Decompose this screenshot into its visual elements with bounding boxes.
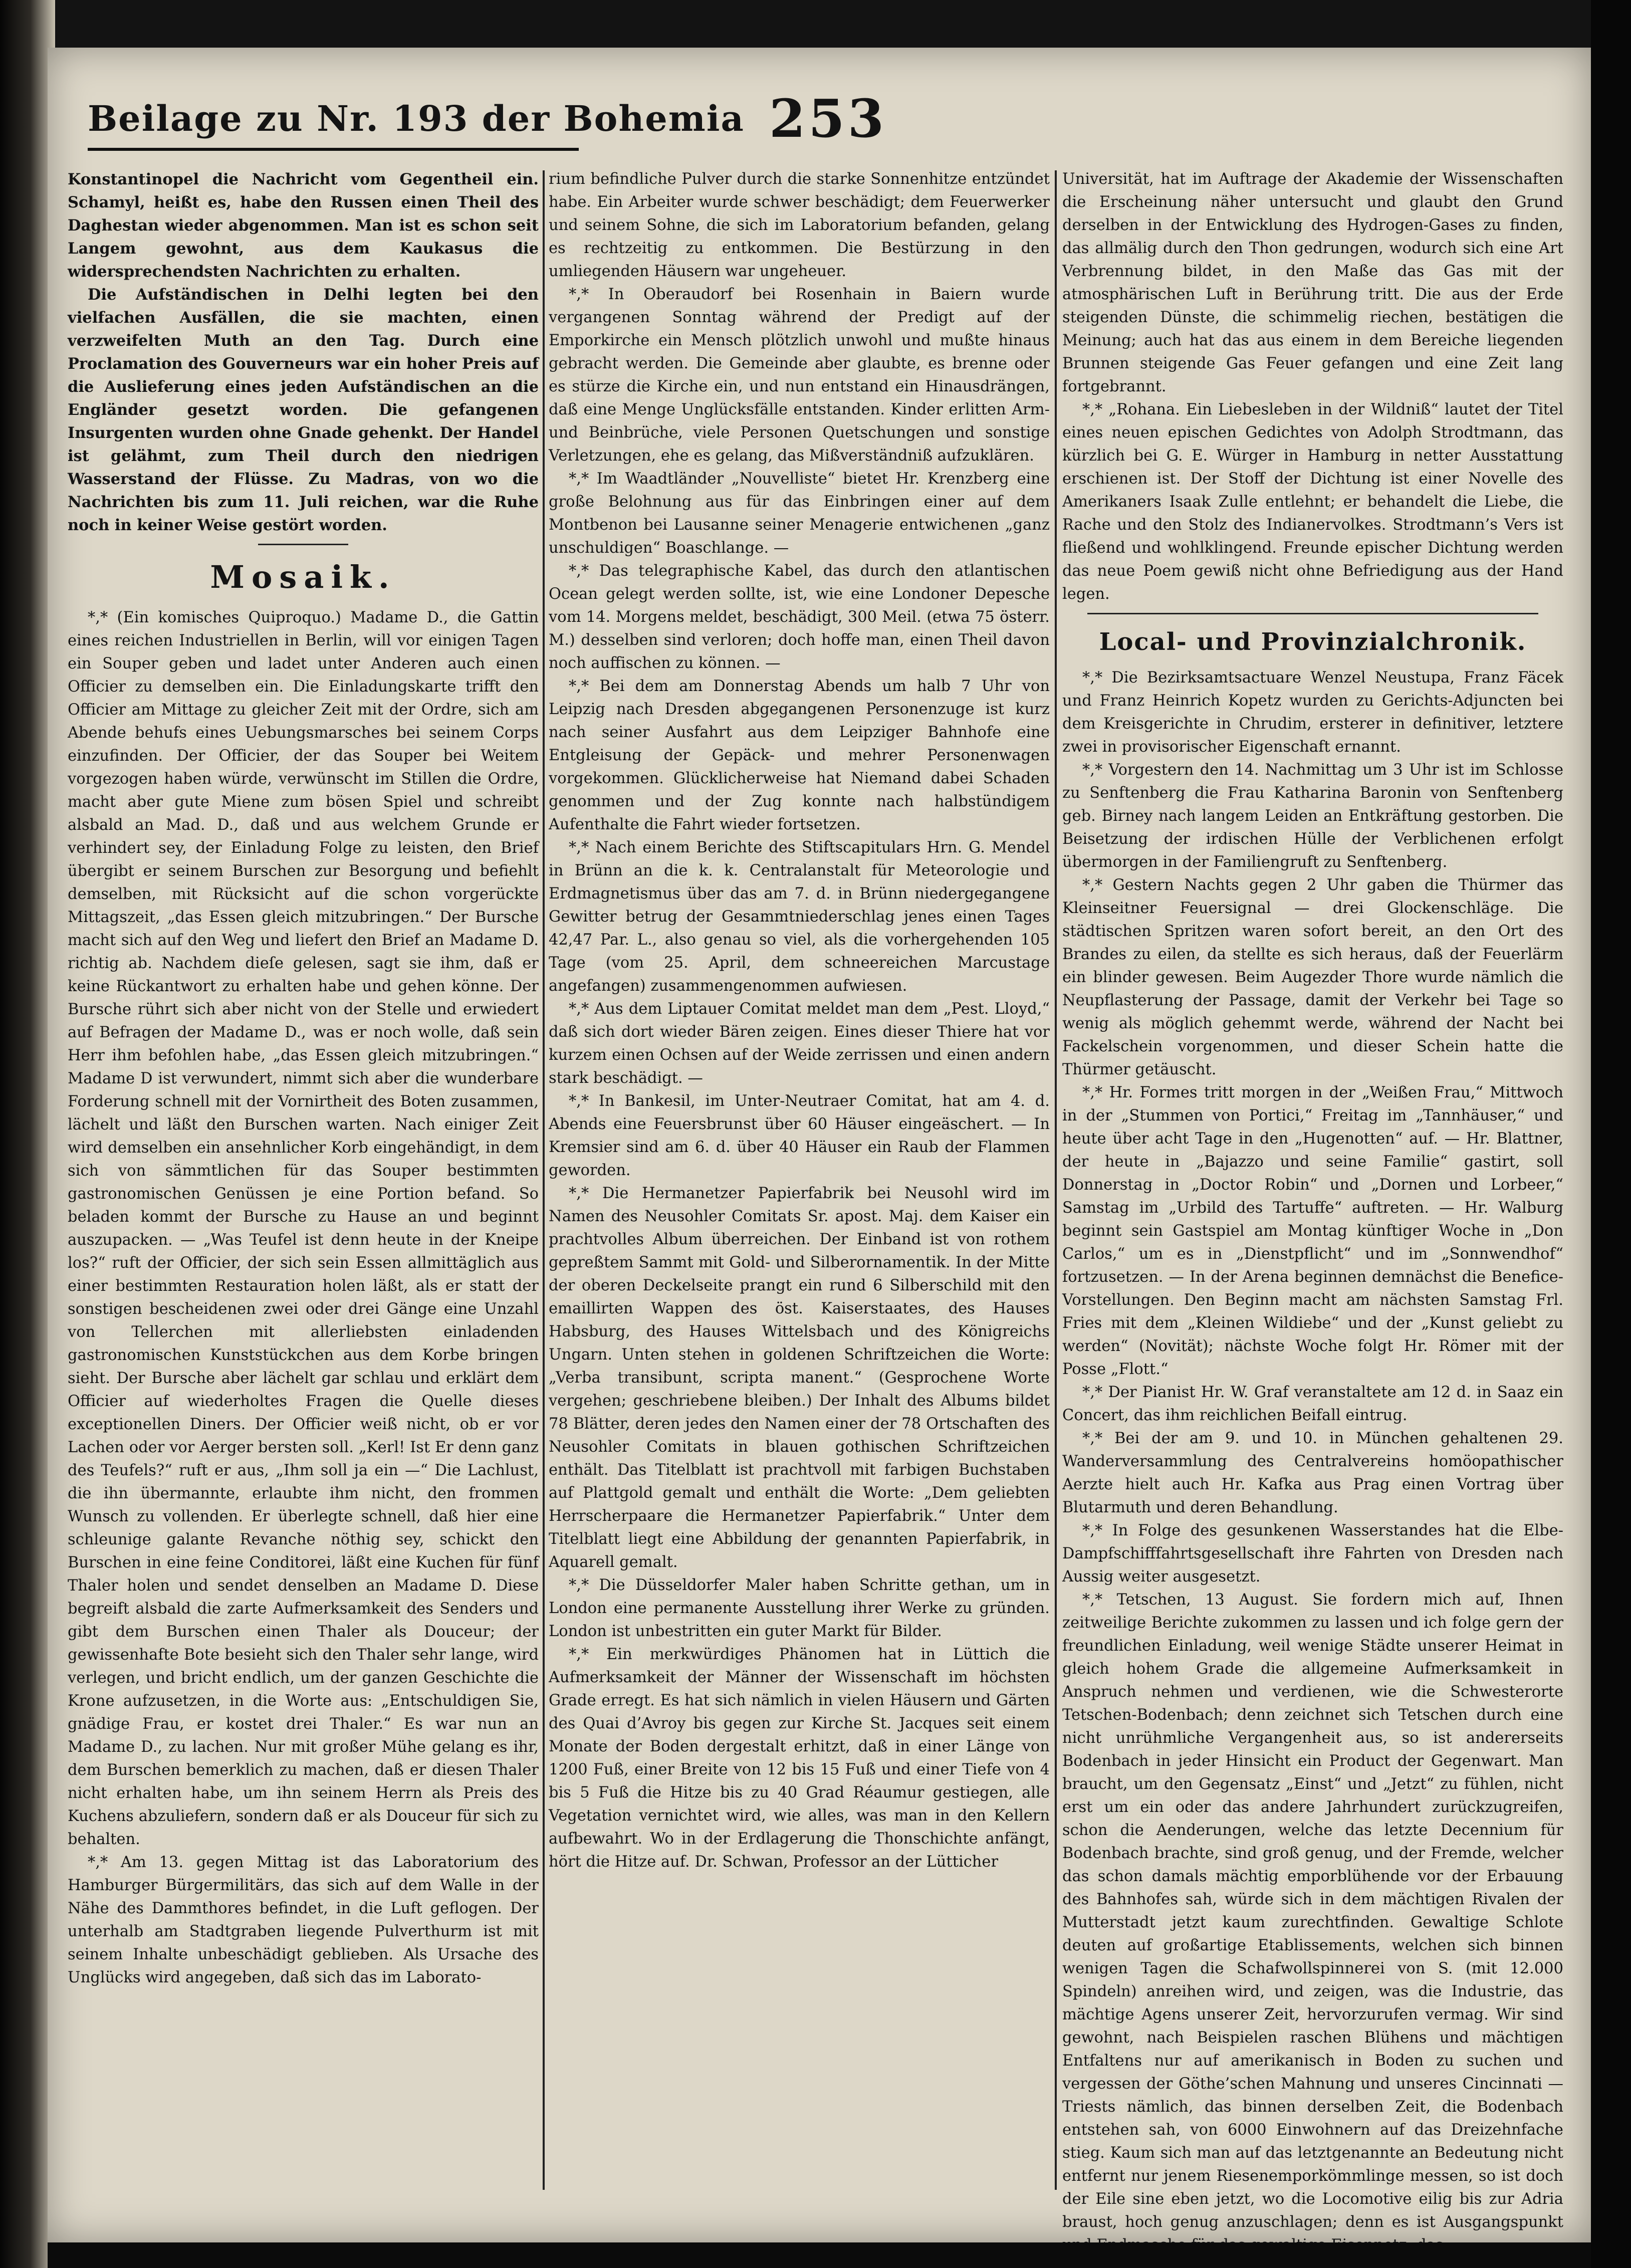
article-paragraph: *,* Vorgestern den 14. Nachmittag um 3 Uhr ist im Schlosse zu Senftenberg die Frau Katharina Baronin von Senftenberg geb. Birney nach langem Leiden an Entkräftung gestorben. Die Beisetzung der irdischen Hülle der Verblichenen erfolgt übermorgen in der Familiengruft zu Senftenberg. <box>1062 761 1563 871</box>
article-paragraph: *,* Tetschen, 13 August. Sie fordern mich auf, Ihnen zeitweilige Berichte zukommen zu lassen und ich folge gern der freundlichen Einladung, weil wenige Städte unserer Heimat in gleich hohem Grade die allgemeine Aufmerksamkeit in Anspruch nehmen und verdienen, wie die Schwesterorte Tetschen-Bodenbach; denn zeichnet sich Tetschen durch eine nicht unrühmliche Vergangenheit aus, so ist andererseits Bodenbach in jeder Hinsicht ein Product der Gegenwart. Man braucht, um den Gegensatz „Einst“ und „Jetzt“ zu fühlen, nicht erst um ein oder das andere Jahrhundert zurückzugreifen, schon die Aenderungen, welche das letzte Decennium für Bodenbach brachte, sind groß genug, und der Fremde, welcher das schon damals mächtig emporblühende vor der Erbauung des Bahnhofes sah, würde sich in dem mächtigen Rivalen der Mutterstadt jetzt kaum zurechtfinden. Gewaltige Schlote deuten auf großartige Etablissements, welchen sich binnen wenigen Tagen die Schafwollspinnerei von S. (mit 12.000 Spindeln) anreihen wird, und zeigen, was die Industrie, das mächtige Agens unserer Zeit, hervorzurufen vermag. Wir sind gewohnt, nach Beispielen raschen Blühens und mächtigen Entfaltens nur auf amerikanisch in Boden zu suchen und vergessen der Göthe’schen Mahnung und unseres Cincinnati — Triests nämlich, das binnen derselben Zeit, die Bodenbach entstehen sah, von 6000 Einwohnern auf das Dreizehnfache stieg. Kaum sich man auf das letztgenannte an Bedeutung nicht entfernt nur jenem Riesenemporkömmlinge messen, so ist doch der Eile sine eben jetzt, wo die Locomotive eilig bis zur Adria braust, hoch genug anzuschlagen; denn es ist Ausgangspunkt <box>1062 1591 1563 2231</box>
column-left <box>68 168 539 2197</box>
article-paragraph: *,* „Rohana. Ein Liebesleben in der Wildniß“ lautet der Titel eines neuen epischen Gedichtes von Adolph Strodtmann, das kürzlich bei G. E. Würger in Hamburg in netter Ausstattung erschienen ist. Der Stoff der Dichtung ist einer Novelle des Amerikaners Isaak Zulle entlehnt; er behandelt die Liebe, die Rache und den Stolz des Indianervolkes. Strodtmann’s Vers ist fließend und wohlklingend. Freunde epischer Dichtung werden das neue Poem gewiß nicht ohne Befriedigung aus der Hand legen. <box>1062 401 1563 603</box>
article-paragraph: *,* (Ein komisches Quiproquo.) Madame D., die Gattin eines reichen Industriellen in Berlin, will vor einigen Tagen ein Souper geben und ladet unter Anderen auch einen Officier zu demselben ein. Die Einladungskarte trifft den Officier am Mittage zu gleicher Zeit mit der Ordre, sich am Abende behufs eines Uebungsmarsches bei seinem Corps einzufinden. Der Officier, der das Souper bei Weitem vorgezogen haben würde, verwünscht im Stillen die Ordre, macht aber gute Miene zum bösen Spiel und schreibt alsbald an Mad. D., daß und aus welchem Grunde er verhindert sey, der Einladung Folge zu leisten, den Brief übergibt er seinem Burschen zur Besorgung und befiehlt demselben, mit Rücksicht auf die schon vorgerückte Mittagszeit, „das Essen gleich mitzubringen.“ Der Bursche macht sich auf den Weg und liefert den Brief an Madame D. richtig ab. Nachdem dieſe gelesen, sagt sie ihm, daß er keine Rückantwort zu erhalten habe und gehen könne. Der Bursche rührt sich aber nicht von der Stelle und erwiedert auf Befragen der Madame D., was er noch wolle, daß sein Herr ihm befohlen habe, „das Essen gleich mitzubringen.“ Madame D ist verwundert, nimmt sich aber die wunderbare Forderung schnell mit der Vornirtheit des Boten zusammen, lächelt und läßt den Burschen warten. Nach einiger Zeit wird demselben ein ansehnlicher Korb eingehändigt, in dem sich von sämmtlichen für das Souper bestimmten gastronomischen Genüssen je eine Portion befand. So beladen kommt der Bursche zu Hause an und beginnt auszupacken. — „Was Teufel ist denn heute in der Kneipe los?“ ruft der Officier, der sich sein Essen allmittäglich aus einer bestimmten Restauration holen läßt, als er statt der sonstigen bescheidenen zwei oder drei Gänge eine Unzahl von Tellerchen mit allerliebsten einladenden gastronomischen Kunststückchen aus dem Korbe bringen sieht. Der Bursche aber lächelt gar schlau und erklärt dem Officier auf wiederholtes Fragen die Quelle dieses exceptionellen Diners. Der Officier weiß nicht, ob er vor Lachen oder vor Aerger bersten soll. „Kerl! Ist Er denn ganz des Teufels?“ ruft er aus, „Ihm soll ja ein —“ Die Lachlust, die ihn übermannte, erlaubte ihm nicht, den frommen Wunsch zu vollenden. Er überlegte schnell, daß hier eine schleunige galante Revanche nöthig sey, schickt den Burschen in eine feine Conditorei, läßt eine Kuchen für fünf Thaler holen und sendet denselben an Madame D. Diese begreift alsbald die zarte Aufmerksamkeit des Senders und gibt dem Burschen einen Thaler als Douceur; der gewissenhafte Bote besieht sich den Thaler sehr lange, wird verlegen, und bricht endlich, um der ganzen Geschichte die Krone aufzusetzen, in die Worte aus: „Entschuldigen Sie, gnädige Frau, er kostet drei Thaler.“ Es war nun an Madame D., zu lachen. Nur mit großer Mühe gelang es ihr, dem Burschen bemerklich zu machen, daß er diesen Thaler nicht erhalten habe, um ihn seinem Herrn als Preis des Kuchens abzuliefern, sondern daß er als Douceur für sich zu behalten. <box>68 609 539 1848</box>
article-paragraph: *,* Gestern Nachts gegen 2 Uhr gaben die Thürmer das Kleinseitner Feuersignal — drei Glockenschläge. Die städtischen Spritzen waren sofort bereit, an den Ort des Brandes zu eilen, da stellte es sich heraus, daß der Feuerlärm ein blinder gewesen. Beim Augezder Thore wurde nämlich die Neupflasterung der Passage, damit der Verkehr bei Tage so wenig als möglich gehemmt werde, während der Nacht bei Fackelschein vorgenommen, und dieser Schein hatte die Thürmer getäuscht. <box>1062 876 1563 1078</box>
article-paragraph: *,* Der Pianist Hr. W. Graf veranstaltete am 12 d. in Saaz ein Concert, das ihm reichlichen Beifall eintrug. <box>1062 1384 1563 1424</box>
separator-rule <box>1087 613 1538 614</box>
column-right <box>1062 168 1563 2231</box>
section-title-mosaik: Mosaik. <box>210 559 396 595</box>
article-paragraph: *,* Die Hermanetzer Papierfabrik bei Neusohl wird im Namen des Neusohler Comitats Sr. apost. Maj. dem Kaiser ein prachtvolles Album überreichen. Der Einband ist von rothem gepreßtem Sammt mit Gold- und Silberornamentik. In der Mitte der oberen Deckelseite prangt ein rund 6 Silberschild mit den emaillirten Wappen des öst. Kaiserstaates, des Hauses Habsburg, des Hauses Wittelsbach und des Königreichs Ungarn. Unten stehen in goldenen Schriftzeichen die Worte: „Verba transibunt, scripta manent.“ (Gesprochene Worte vergehen; geschriebene bleiben.) Der Inhalt des Albums bildet 78 Blätter, deren jedes den Namen einer der 78 Ortschaften des Neusohler Comitats in blauen gothischen Schriftzeichen enthält. Das Titelblatt ist prachtvoll mit farbigen Buchstaben auf Plattgold gemalt und enthält die Worte: „Dem geliebten Herrscherpaare die Hermanetzer Papierfabrik.“ Unter dem Titelblatt liegt eine Abbildung der genannten Papierfabrik, in Aquarell gemalt. <box>549 1185 1050 1571</box>
article-paragraph: *,* Die Bezirksamtsactuare Wenzel Neustupa, Franz Fäcek und Franz Heinrich Kopetz wurden zu Gerichts-Adjuncten bei dem Kreisgerichte in Chrudim, ersterer in definitiver, letztere zwei in provisorischer Eigenschaft ernannt. <box>1062 669 1563 756</box>
page-header <box>58 68 1581 163</box>
page-number: 253 <box>769 88 887 149</box>
article-paragraph: *,* Bei der am 9. und 10. in München gehaltenen 29. Wanderversammlung des Centralvereins homöopathischer Aerzte hielt auch Hr. Kafka aus Prag einen Vortrag über Blutarmuth und deren Behandlung. <box>1062 1430 1563 1516</box>
article-paragraph: Universität, hat im Auftrage der Akademie der Wissenschaften die Erscheinung näher untersucht und glaubt den Grund derselben in der Entwicklung des Hydrogen-Gases zu finden, das allmälig durch den Thon gedrungen, wodurch sich eine Art Verbrennung bildet, in den Maße das Gas mit der atmosphärischen Luft in Berührung tritt. Die aus der Erde steigenden Dünste, die schimmelig riechen, bestätigen die Meinung; auch hat das aus einem in dem Bereiche liegenden Brunnen steigende Gas Feuer gefangen und eine Zeit lang fortgebrannt. <box>1062 170 1563 395</box>
article-paragraph: *,* Aus dem Liptauer Comitat meldet man dem „Pest. Lloyd,“ daß sich dort wieder Bären zeigen. Eines dieser Thiere hat vor kurzem einen Ochsen auf der Weide zerrissen und einen andern stark beschädigt. — <box>549 1000 1050 1087</box>
article-paragraph: *,* Ein merkwürdiges Phänomen hat in Lüttich die Aufmerksamkeit der Männer der Wissenschaft im höchsten Grade erregt. Es hat sich nämlich in vielen Häusern und Gärten des Quai d’Avroy bis gegen zur Kirche St. Jacques seit einem Monate der Boden dergestalt erhitzt, daß in einer Länge von 1200 Fuß, einer Breite von 12 bis 15 Fuß und einer Tiefe von 4 bis 5 Fuß die Hitze bis zu 40 Grad Réaumur gestiegen, alle Vegetation vernichtet wird, wie alles, was man in den Kellern aufbewahrt. Wo in der Erdlagerung die Thonschichte anfängt, hört die Hitze auf. Dr. Schwan, Professor an der Lütticher <box>549 1646 1050 1871</box>
article-paragraph: *,* In Folge des gesunkenen Wasserstandes hat die Elbe-Dampfschifffahrtsgesellschaft ihre Fahrten von Dresden nach Aussig weiter ausgesetzt. <box>1062 1522 1563 1585</box>
separator-rule <box>258 544 348 545</box>
article-paragraph: Konstantinopel die Nachricht vom Gegentheil ein. Schamyl, heißt es, habe den Russen einen Theil des Daghestan wieder abgenommen. Man ist es schon seit Langem gewohnt, aus dem Kaukasus die widersprechendsten Nachrichten zu erhalten. <box>68 170 539 281</box>
column-divider <box>543 170 545 2190</box>
section-title-chronik: Local- und Provinzialchronik. <box>1099 628 1527 656</box>
article-paragraph: *,* In Bankesil, im Unter-Neutraer Comitat, hat am 4. d. Abends eine Feuersbrunst über 60 Häuser eingeäschert. — In Kremsier sind am 6. d. über 40 Häuser ein Raub der Flammen geworden. <box>549 1092 1050 1179</box>
article-paragraph: *,* Die Düsseldorfer Maler haben Schritte gethan, um in London eine permanente Ausstellung ihrer Werke zu gründen. London ist unbestritten ein guter Markt für Bilder. <box>549 1576 1050 1640</box>
article-paragraph: *,* In Oberaudorf bei Rosenhain in Baiern wurde vergangenen Sonntag während der Predigt auf der Emporkirche ein Mensch plötzlich unwohl und mußte hinaus gebracht werden. Die Gemeinde aber glaubte, es brenne oder es stürze die Kirche ein, und nun entstand ein Hinausdrängen, daß eine Menge Unglücksfälle entstanden. Kinder erlitten Arm- und Beinbrüche, viele Personen Quetschungen und sonstige Verletzungen, ehe es gelang, das Mißverständniß aufzuklären. <box>549 286 1050 465</box>
scan-bottom-edge <box>48 2242 1591 2268</box>
article-paragraph: *,* Im Waadtländer „Nouvelliste“ bietet Hr. Krenzberg eine große Belohnung aus für das Einbringen einer auf dem Montbenon bei Lausanne seiner Menagerie entwichenen „ganz unschuldigen“ Boaschlange. — <box>549 470 1050 557</box>
supplement-title: Beilage zu Nr. 193 der Bohemia <box>88 98 745 139</box>
article-paragraph: *,* Hr. Formes tritt morgen in der „Weißen Frau,“ Mittwoch in der „Stummen von Portici,“ Freitag im „Tannhäuser,“ und heute über acht Tage in den „Hugenotten“ auf. — Hr. Blattner, der heute in „Bajazzo und seine Familie“ gastirt, soll Donnerstag in „Doctor Robin“ und „Dornen und Lorbeer,“ Samstag im „Urbild des Tartuffe“ auftreten. — Hr. Walburg beginnt sein Gastspiel am Montag künftiger Woche in „Don Carlos,“ um es in „Dienstpflicht“ und im „Sonnwendhof“ fortzusetzen. — In der Arena beginnen demnächst die Benefice-Vorstellungen. Den Beginn macht am nächsten Samstag Frl. Fries mit dem „Kleinen Wildiebe“ und der „Kunst geliebt zu werden“ (Novität); nächste Woche folgt Hr. Römer mit der Posse „Flott.“ <box>1062 1084 1563 1378</box>
header-underline <box>88 148 579 151</box>
scan-right-edge <box>1591 0 1631 2268</box>
article-paragraph: *,* Bei dem am Donnerstag Abends um halb 7 Uhr von Leipzig nach Dresden abgegangenen Personenzuge ist kurz nach seiner Ausfahrt aus dem Leipziger Bahnhofe eine Entgleisung der Gepäck- und mehrer Personenwagen vorgekommen. Glücklicherweise hat Niemand dabei Schaden genommen und der Zug konnte nach halbstündigem Aufenthalte die Fahrt wieder fortsetzen. <box>549 677 1050 833</box>
newspaper-page <box>48 48 1591 2242</box>
article-paragraph: *,* Am 13. gegen Mittag ist das Laboratorium des Hamburger Bürgermilitärs, das sich auf dem Walle in der Nähe des Dammthores befindet, in die Luft geflogen. Der unterhalb am Stadtgraben liegende Pulverthurm ist mit seinem Inhalte unbeschädigt geblieben. Als Ursache des Unglücks wird angegeben, daß sich das im Laborato- <box>68 1854 539 1986</box>
article-paragraph: rium befindliche Pulver durch die starke Sonnenhitze entzündet habe. Ein Arbeiter wurde schwer beschädigt; dem Feuerwerker und seinem Sohne, die sich im Laboratorium befanden, gelang es rechtzeitig zu entkommen. Die Bestürzung in den umliegenden Häusern war ungeheuer. <box>549 170 1050 280</box>
column-middle <box>549 168 1050 2197</box>
article-paragraph: *,* Das telegraphische Kabel, das durch den atlantischen Ocean gelegt werden sollte, ist, wie eine Londoner Depesche vom 14. Morgens meldet, beschädigt, 300 Meil. (etwa 75 österr. M.) desselben sind verloren; doch hoffe man, einen Theil davon noch auffischen zu können. — <box>549 562 1050 672</box>
article-paragraph: *,* Nach einem Berichte des Stiftscapitulars Hrn. G. Mendel in Brünn an die k. k. Centralanstalt für Meteorologie und Erdmagnetismus über das am 7. d. in Brünn niedergegangene Gewitter betrug der Gesammtniederschlag jenes einen Tages 42,47 Par. L., also genau so viel, als die vorhergehenden 105 Tage (vom 25. April, dem schneereichen Marcustage angefangen) zusammengenommen aufwiesen. <box>549 839 1050 995</box>
column-divider <box>1055 170 1057 2190</box>
book-spine-shadow <box>0 0 55 2268</box>
article-paragraph: Die Aufständischen in Delhi legten bei den vielfachen Ausfällen, die sie machten, einen verzweifelten Muth an den Tag. Durch eine Proclamation des Gouverneurs war ein hoher Preis auf die Auslieferung eines jeden Aufständischen an die Engländer gesetzt worden. Die gefangenen Insurgenten wurden ohne Gnade gehenkt. Der Handel ist gelähmt, zum Theil durch den niedrigen Wasserstand der Flüsse. Zu Madras, von wo die Nachrichten bis zum 11. Juli reichen, war die Ruhe noch in keiner Weise gestört worden. <box>68 286 539 534</box>
